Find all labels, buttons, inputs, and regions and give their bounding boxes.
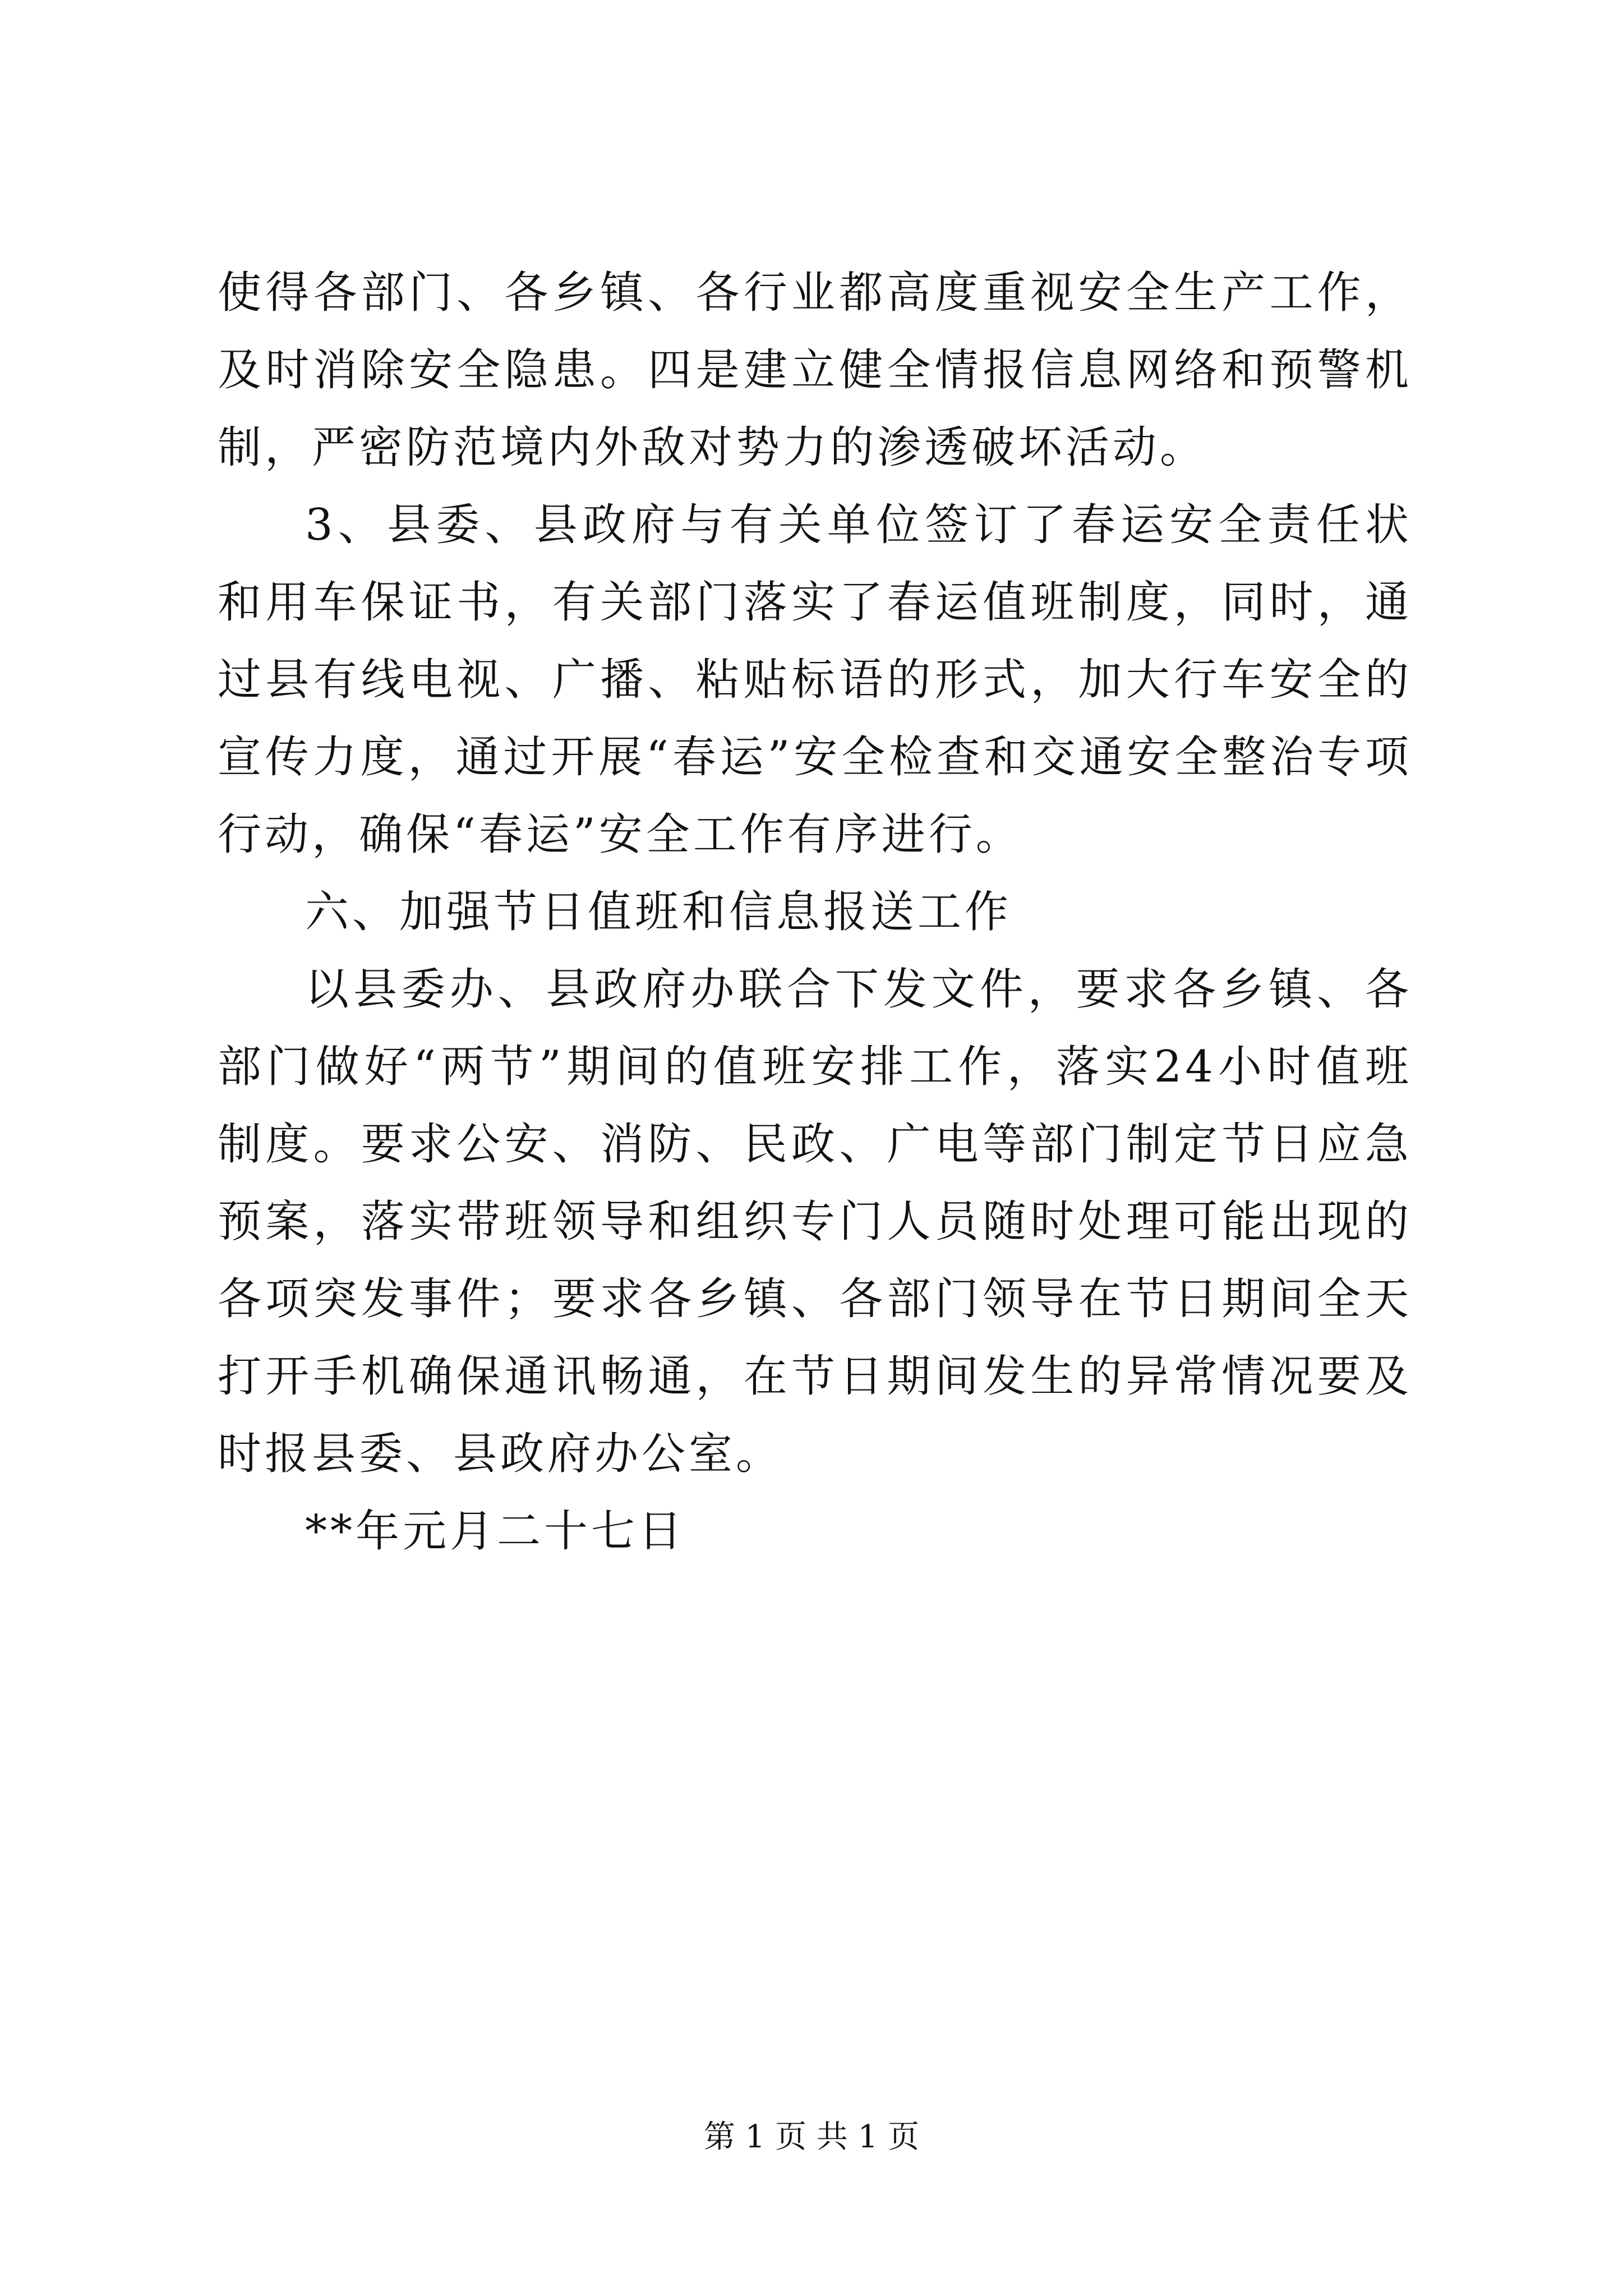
section-heading-holiday-duty: 六、加强节日值班和信息报送工作 bbox=[305, 887, 1012, 937]
paragraph-safety-production: 使得各部门、各乡镇、各行业都高度重视安全生产工作，及时消除安全隐患。四是建立健全情报信息网络和预警机制，严密防范境内外敌对势力的渗透破坏活动。 bbox=[218, 268, 1412, 473]
paragraph-spring-transport: 3、县委、县政府与有关单位签订了春运安全责任状和用车保证书，有关部门落实了春运值班制度，同时，通过县有线电视、广播、粘贴标语的形式，加大行车安全的宣传力度，通过开展“春运”安全检查和交通安全整治专项行动，确保“春运”安全工作有序进行。 bbox=[218, 500, 1412, 860]
paragraph-holiday-duty: 以县委办、县政府办联合下发文件，要求各乡镇、各部门做好“两节”期间的值班安排工作，落实24小时值班制度。要求公安、消防、民政、广电等部门制定节日应急预案，落实带班领导和组织专门人员随时处理可能出现的各项突发事件；要求各乡镇、各部门领导在节日期间全天打开手机确保通讯畅通，在节日期间发生的异常情况要及时报县委、县政府办公室。 bbox=[218, 964, 1412, 1479]
page-footer: 第 1 页 共 1 页 bbox=[703, 2119, 920, 2155]
document-body bbox=[218, 254, 1412, 1570]
document-date: **年元月二十七日 bbox=[305, 1506, 686, 1557]
